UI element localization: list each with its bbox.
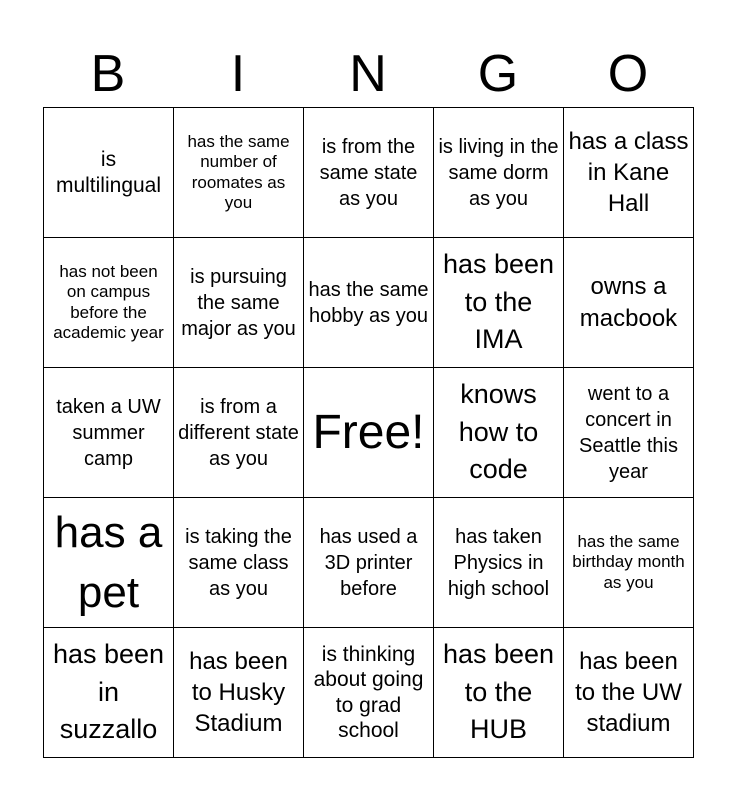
bingo-header	[43, 40, 693, 108]
board-row	[44, 108, 694, 238]
bingo-cell[interactable]: is taking the same class as you	[174, 498, 304, 628]
bingo-cell[interactable]: has been to Husky Stadium	[174, 628, 304, 758]
board-row	[44, 238, 694, 368]
bingo-cell[interactable]: has been to the IMA	[434, 238, 564, 368]
bingo-cell[interactable]: has the same hobby as you	[304, 238, 434, 368]
board-row	[44, 498, 694, 628]
header-letter-b: B	[90, 45, 126, 103]
bingo-cell[interactable]: is from the same state as you	[304, 108, 434, 238]
bingo-cell[interactable]: is pursuing the same major as you	[174, 238, 304, 368]
bingo-cell[interactable]: has been in suzzallo	[44, 628, 174, 758]
bingo-cell[interactable]: has been to the HUB	[434, 628, 564, 758]
header-letter-g: G	[477, 45, 519, 103]
bingo-cell[interactable]: has the same number of roomates as you	[174, 108, 304, 238]
bingo-cell[interactable]: has the same birthday month as you	[564, 498, 694, 628]
board-row	[44, 628, 694, 758]
bingo-cell[interactable]: knows how to code	[434, 368, 564, 498]
bingo-cell[interactable]: has a class in Kane Hall	[564, 108, 694, 238]
header-letter-i: I	[230, 45, 246, 103]
bingo-cell[interactable]: is multilingual	[44, 108, 174, 238]
board-row	[44, 368, 694, 498]
bingo-cell[interactable]: is from a different state as you	[174, 368, 304, 498]
bingo-cell[interactable]: has used a 3D printer before	[304, 498, 434, 628]
header-letter-n: N	[349, 45, 387, 103]
bingo-cell[interactable]: is living in the same dorm as you	[434, 108, 564, 238]
bingo-cell[interactable]: has not been on campus before the academic year	[44, 238, 174, 368]
header-letter-o: O	[607, 45, 649, 103]
bingo-cell[interactable]: is thinking about going to grad school	[304, 628, 434, 758]
bingo-cell[interactable]: taken a UW summer camp	[44, 368, 174, 498]
bingo-cell[interactable]: owns a macbook	[564, 238, 694, 368]
bingo-board	[43, 107, 694, 758]
bingo-cell[interactable]: has a pet	[44, 498, 174, 628]
bingo-cell[interactable]: went to a concert in Seattle this year	[564, 368, 694, 498]
bingo-cell[interactable]: has been to the UW stadium	[564, 628, 694, 758]
bingo-cell[interactable]: has taken Physics in high school	[434, 498, 564, 628]
free-space-cell[interactable]: Free!	[304, 368, 434, 498]
